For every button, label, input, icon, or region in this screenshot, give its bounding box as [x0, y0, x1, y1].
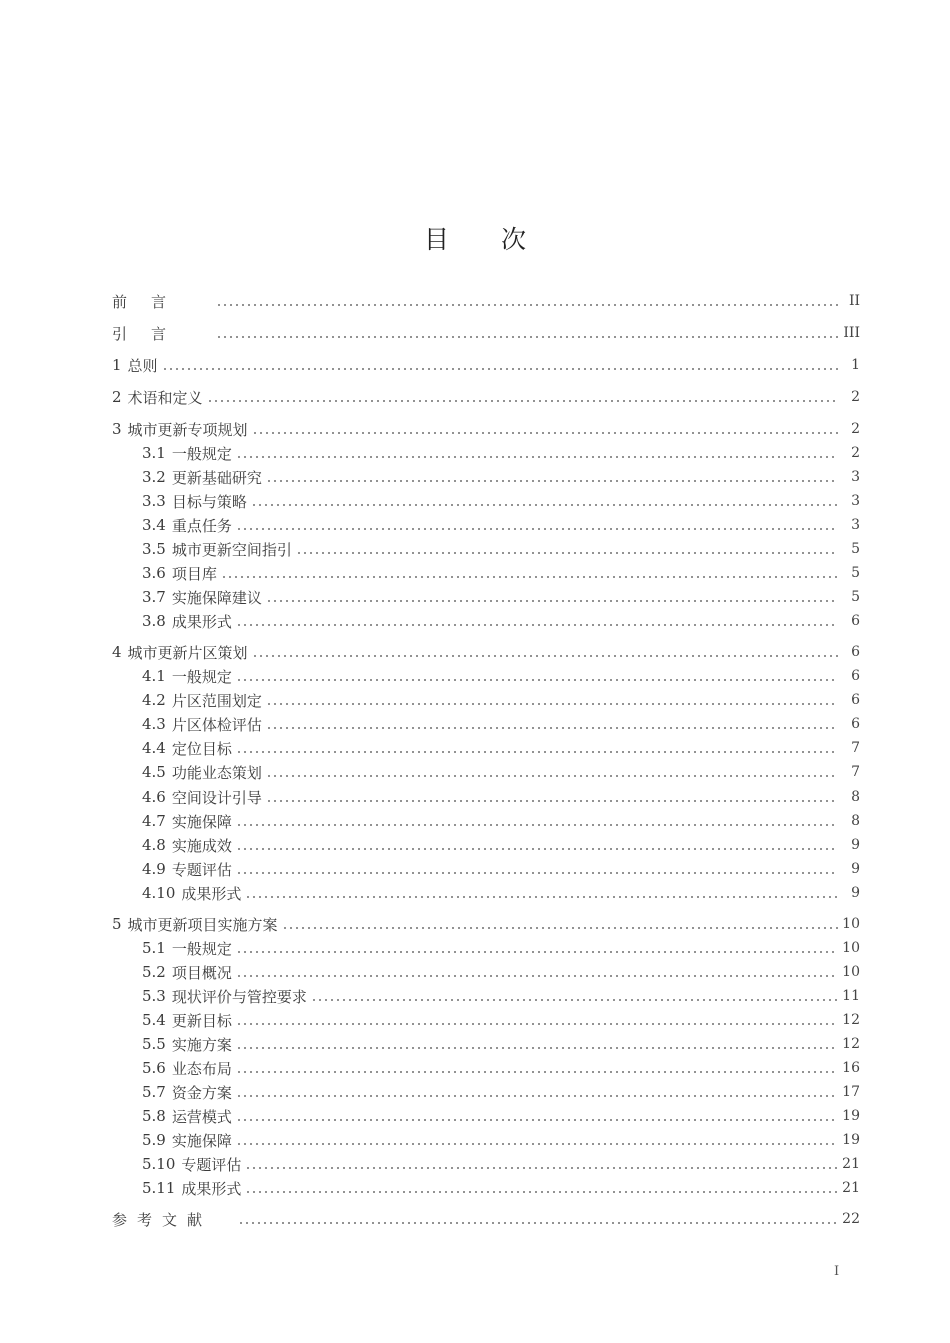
toc-entry-label: 一般规定 [171, 444, 232, 463]
toc-entry-page: 7 [851, 764, 860, 780]
toc-entry[interactable] [112, 858, 860, 880]
toc-entry-label: 实施成效 [171, 836, 232, 855]
toc-entry-page: 8 [851, 813, 860, 829]
toc-entry-label: 现状评价与管控要求 [171, 987, 307, 1006]
toc-entry-lead [112, 291, 190, 312]
toc-entry-label: 资金方案 [171, 1083, 232, 1102]
toc-entry-page: 10 [842, 940, 860, 956]
toc-entry-number: 4.2 [142, 691, 166, 709]
toc-entry-lead [112, 1010, 232, 1031]
toc-entry-number: 3.8 [142, 612, 166, 630]
toc-entry-lead [112, 666, 232, 687]
toc-entry-page: 7 [851, 740, 860, 756]
toc-entry[interactable] [112, 1105, 860, 1127]
toc-entry[interactable] [112, 322, 860, 344]
toc-entry-page: 3 [851, 517, 860, 533]
toc-leader-dots [236, 1023, 838, 1025]
toc-entry-number: 5.1 [142, 939, 166, 957]
toc-entry-page: 16 [842, 1060, 860, 1076]
toc-entry-label: 更新基础研究 [171, 468, 262, 487]
toc-entry-page: 3 [851, 469, 860, 485]
toc-entry-label: 城市更新项目实施方案 [127, 915, 278, 934]
toc-leader-dots [236, 824, 838, 826]
toc-entry[interactable] [112, 689, 860, 711]
toc-leader-dots [236, 679, 838, 681]
toc-entry[interactable] [112, 1009, 860, 1031]
toc-leader-dots [236, 1119, 838, 1121]
toc-entry-page: 22 [842, 1211, 860, 1227]
toc-entry-lead [112, 387, 203, 408]
toc-entry-lead [112, 811, 232, 832]
toc-entry[interactable] [112, 354, 860, 376]
toc-entry-page: 8 [851, 789, 860, 805]
toc-leader-dots [266, 800, 838, 802]
toc-entry-lead [112, 859, 232, 880]
toc-entry[interactable] [112, 290, 860, 312]
toc-leader-dots [236, 1047, 838, 1049]
toc-entry-label: 空间设计引导 [171, 788, 262, 807]
toc-entry-label: 实施保障 [171, 1131, 232, 1150]
toc-entry-label: 片区范围划定 [171, 691, 262, 710]
page-number: I [834, 1264, 840, 1279]
toc-entry-page: 19 [842, 1132, 860, 1148]
toc-entry-page: 1 [851, 357, 860, 373]
toc-entry-page: 6 [851, 668, 860, 684]
toc-entry-number: 4.5 [142, 763, 166, 781]
toc-entry-number: 5.10 [142, 1155, 176, 1173]
toc-leader-dots [311, 999, 838, 1001]
toc-leader-dots [266, 727, 838, 729]
toc-entry-page: 10 [842, 964, 860, 980]
toc-entry-lead [112, 355, 158, 376]
toc-entry-page: 11 [842, 988, 860, 1004]
toc-entry-page: 5 [851, 589, 860, 605]
toc-entry-page: 12 [842, 1036, 860, 1052]
toc-entry[interactable] [112, 418, 860, 440]
toc-entry[interactable] [112, 1177, 860, 1199]
toc-entry-lead [112, 883, 241, 904]
toc-entry-label: 城市更新专项规划 [127, 420, 248, 439]
toc-entry-label: 实施方案 [171, 1035, 232, 1054]
toc-entry-number: 3.1 [142, 444, 166, 462]
toc-entry-label: 前言 [112, 292, 191, 311]
toc-entry-lead [112, 1178, 241, 1199]
toc-entry-lead [112, 1209, 212, 1230]
toc-entry-page: 5 [851, 565, 860, 581]
toc-leader-dots [162, 368, 838, 370]
toc-entry-lead [112, 563, 217, 584]
toc-entry-label: 引言 [112, 324, 191, 343]
toc-entry-label: 总则 [127, 356, 158, 375]
toc-leader-dots [252, 432, 838, 434]
toc-entry[interactable] [112, 466, 860, 488]
toc-entry[interactable] [112, 665, 860, 687]
toc-entry-number: 5.6 [142, 1059, 166, 1077]
toc-entry-lead [112, 539, 292, 560]
toc-entry-label: 一般规定 [171, 939, 232, 958]
toc-entry-number: 5.8 [142, 1107, 166, 1125]
toc-entry-number: 4.9 [142, 860, 166, 878]
toc-leader-dots [245, 1191, 838, 1193]
toc-entry-page: 2 [851, 389, 860, 405]
toc-leader-dots [266, 480, 838, 482]
toc-leader-dots [236, 951, 838, 953]
toc-entry-number: 5 [112, 915, 122, 933]
toc-entry-label: 城市更新片区策划 [127, 643, 248, 662]
toc-entry-number: 5.7 [142, 1083, 166, 1101]
toc-leader-dots [251, 504, 838, 506]
toc-entry[interactable] [112, 562, 860, 584]
toc-entry[interactable] [112, 913, 860, 935]
toc-entry[interactable] [112, 490, 860, 512]
toc-entry[interactable] [112, 985, 860, 1007]
toc-entry-lead [112, 938, 232, 959]
toc-entry-lead [112, 738, 232, 759]
toc-entry-label: 专题评估 [181, 1155, 242, 1174]
toc-leader-dots [216, 336, 838, 338]
toc-entry-page: 6 [851, 644, 860, 660]
toc-entry[interactable] [112, 586, 860, 608]
toc-entry-page: 21 [842, 1156, 860, 1172]
toc-entry[interactable] [112, 538, 860, 560]
toc-leader-dots [236, 751, 838, 753]
toc-leader-dots [236, 872, 838, 874]
toc-entry-number: 5.11 [142, 1179, 176, 1197]
toc-entry-page: II [848, 293, 860, 309]
toc-entry-number: 1 [112, 356, 122, 374]
toc-entry-number: 3.4 [142, 516, 166, 534]
toc-entry-label: 重点任务 [171, 516, 232, 535]
toc-entry-number: 5.9 [142, 1131, 166, 1149]
toc-entry-page: 6 [851, 613, 860, 629]
toc-leader-dots [266, 775, 838, 777]
toc-entry-label: 成果形式 [181, 884, 242, 903]
toc-entry-label: 实施保障 [171, 812, 232, 831]
toc-entry-label: 参考文献 [112, 1210, 213, 1229]
toc-entry-lead [112, 914, 278, 935]
toc-entry-page: 9 [851, 885, 860, 901]
toc-entry-number: 3.6 [142, 564, 166, 582]
toc-leader-dots [266, 600, 838, 602]
toc-entry-lead [112, 690, 262, 711]
toc-entry-label: 成果形式 [171, 612, 232, 631]
toc-leader-dots [236, 456, 838, 458]
toc-entry-label: 城市更新空间指引 [171, 540, 292, 559]
toc-entry-label: 实施保障建议 [171, 588, 262, 607]
toc-entry-number: 4.3 [142, 715, 166, 733]
toc-leader-dots [236, 1143, 838, 1145]
toc-entry-page: 19 [842, 1108, 860, 1124]
toc-entry[interactable] [112, 1057, 860, 1079]
toc-entry-label: 业态布局 [171, 1059, 232, 1078]
toc-entry-lead [112, 762, 262, 783]
toc-entry-lead [112, 587, 262, 608]
toc-entry-lead [112, 642, 248, 663]
toc-leader-dots [236, 848, 838, 850]
toc-leader-dots [216, 304, 838, 306]
toc-entry-lead [112, 1058, 232, 1079]
toc-entry-page: 2 [851, 421, 860, 437]
toc-leader-dots [221, 576, 838, 578]
toc-entry-label: 一般规定 [171, 667, 232, 686]
toc-entry-lead [112, 323, 190, 344]
toc-entry-number: 3.2 [142, 468, 166, 486]
toc-leader-dots [296, 552, 838, 554]
toc-entry[interactable] [112, 834, 860, 856]
toc-entry-lead [112, 835, 232, 856]
page-title: 目 次 [424, 225, 548, 254]
toc-entry-number: 5.5 [142, 1035, 166, 1053]
toc-entry-lead [112, 467, 262, 488]
toc-entry-number: 4 [112, 643, 122, 661]
toc-entry-label: 专题评估 [171, 860, 232, 879]
toc-entry-number: 4.7 [142, 812, 166, 830]
toc-entry[interactable] [112, 1033, 860, 1055]
toc-entry-page: 10 [842, 916, 860, 932]
toc-entry-lead [112, 1154, 241, 1175]
toc-entry-label: 项目库 [171, 564, 217, 583]
toc-entry-number: 4.10 [142, 884, 176, 902]
toc-entry[interactable] [112, 713, 860, 735]
toc-entry-number: 3.5 [142, 540, 166, 558]
toc-entry-lead [112, 1130, 232, 1151]
toc-entry-label: 目标与策略 [171, 492, 247, 511]
toc-entry-page: 21 [842, 1180, 860, 1196]
toc-entry-label: 成果形式 [181, 1179, 242, 1198]
toc-entry-number: 5.2 [142, 963, 166, 981]
toc-entry[interactable] [112, 786, 860, 808]
toc-entry-page: 9 [851, 861, 860, 877]
toc-leader-dots [207, 400, 838, 402]
toc-entry[interactable] [112, 737, 860, 759]
toc-leader-dots [245, 896, 838, 898]
toc-entry[interactable] [112, 761, 860, 783]
toc-entry[interactable] [112, 961, 860, 983]
toc-leader-dots [282, 927, 838, 929]
toc-entry-number: 3.3 [142, 492, 166, 510]
toc-entry-lead [112, 1034, 232, 1055]
toc-leader-dots [252, 655, 838, 657]
toc-leader-dots [245, 1167, 838, 1169]
toc-entry[interactable] [112, 514, 860, 536]
toc-entry-lead [112, 787, 262, 808]
toc-entry-page: III [843, 325, 860, 341]
toc-entry-lead [112, 491, 247, 512]
toc-entry-lead [112, 1082, 232, 1103]
toc-entry-number: 4.6 [142, 788, 166, 806]
toc-entry-page: 12 [842, 1012, 860, 1028]
toc-leader-dots [236, 528, 838, 530]
toc-entry-page: 2 [851, 445, 860, 461]
toc-entry-lead [112, 515, 232, 536]
toc-entry[interactable] [112, 937, 860, 959]
toc-entry-lead [112, 443, 232, 464]
toc-entry[interactable] [112, 810, 860, 832]
toc-entry-number: 3.7 [142, 588, 166, 606]
toc-entry-page: 9 [851, 837, 860, 853]
toc-entry-label: 术语和定义 [127, 388, 203, 407]
toc-entry-lead [112, 419, 248, 440]
toc-entry-lead [112, 962, 232, 983]
toc-entry[interactable] [112, 386, 860, 408]
toc-entry-label: 定位目标 [171, 739, 232, 758]
toc-entry-lead [112, 1106, 232, 1127]
toc-entry[interactable] [112, 442, 860, 464]
toc-entry-lead [112, 611, 232, 632]
toc-entry-page: 3 [851, 493, 860, 509]
toc-entry-number: 5.3 [142, 987, 166, 1005]
toc-entry[interactable] [112, 1081, 860, 1103]
toc-entry-page: 17 [842, 1084, 860, 1100]
toc-entry-page: 5 [851, 541, 860, 557]
toc-leader-dots [236, 1095, 838, 1097]
toc-entry-number: 3 [112, 420, 122, 438]
toc-leader-dots [266, 703, 838, 705]
toc-leader-dots [236, 624, 838, 626]
toc-entry-page: 6 [851, 692, 860, 708]
toc-entry[interactable] [112, 882, 860, 904]
toc-entry-label: 功能业态策划 [171, 763, 262, 782]
toc-entry-number: 4.4 [142, 739, 166, 757]
toc-entry-lead [112, 986, 307, 1007]
toc-entry-number: 5.4 [142, 1011, 166, 1029]
toc-entry-page: 6 [851, 716, 860, 732]
toc-entry[interactable] [112, 1129, 860, 1151]
toc-entry-lead [112, 714, 262, 735]
toc-entry[interactable] [112, 1208, 860, 1230]
toc-entry[interactable] [112, 641, 860, 663]
toc-leader-dots [236, 975, 838, 977]
toc-entry-label: 片区体检评估 [171, 715, 262, 734]
toc-entry-label: 项目概况 [171, 963, 232, 982]
toc-leader-dots [238, 1222, 838, 1224]
toc-entry-number: 4.1 [142, 667, 166, 685]
toc-entry-label: 更新目标 [171, 1011, 232, 1030]
toc-entry-label: 运营模式 [171, 1107, 232, 1126]
toc-entry[interactable] [112, 610, 860, 632]
toc-leader-dots [236, 1071, 838, 1073]
toc-entry[interactable] [112, 1153, 860, 1175]
toc-entry-number: 2 [112, 388, 122, 406]
toc-entry-number: 4.8 [142, 836, 166, 854]
